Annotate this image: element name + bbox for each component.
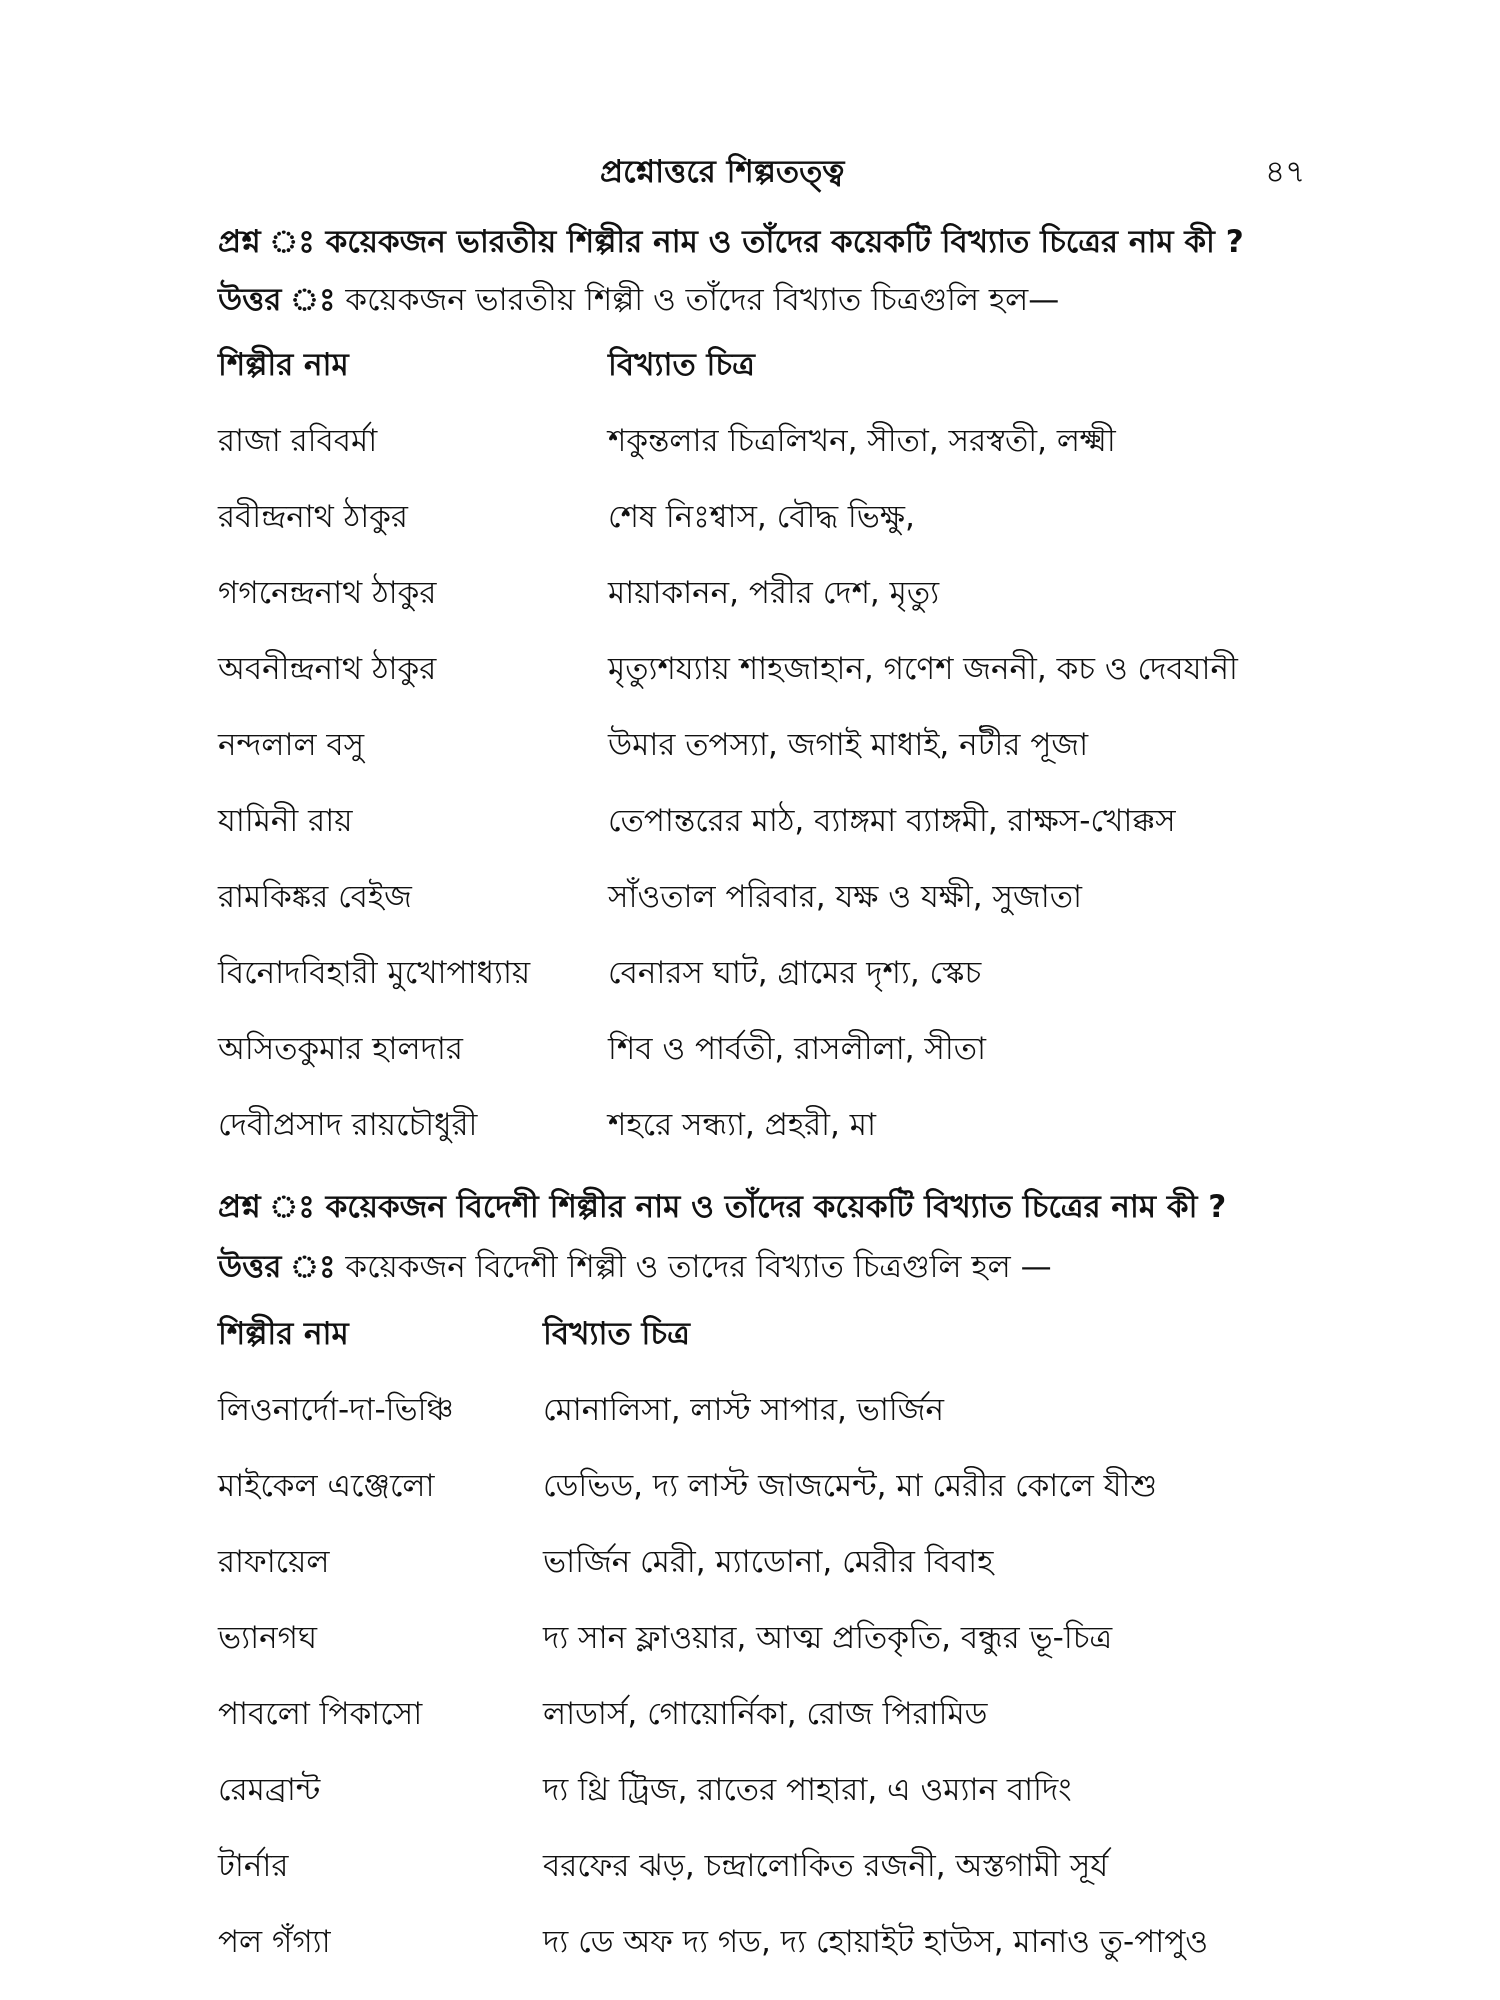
table-row (218, 877, 1338, 953)
artist-name: মাইকেল এঞ্জেলো (218, 1468, 435, 1504)
question-2-text: কয়েকজন বিদেশী শিল্পীর নাম ও তাঁদের কয়েকটি বিখ্যাত চিত্রের নাম কী ? (325, 1189, 1227, 1225)
table-row (218, 953, 1338, 1029)
table-row (218, 1466, 1338, 1542)
table-header-row (218, 1314, 1338, 1390)
famous-works: দ্য ডে অফ দ্য গড, দ্য হোয়াইট হাউস, মানাও তু-পাপুও (543, 1924, 1209, 1960)
table-row (218, 1922, 1338, 1998)
question-2 (218, 1183, 1226, 1235)
foreign-artists-table (218, 1314, 1338, 1998)
artist-name: বিনোদবিহারী মুখোপাধ্যায় (218, 955, 531, 991)
table-row (218, 1770, 1338, 1846)
artist-name: দেবীপ্রসাদ রায়চৌধুরী (218, 1107, 478, 1143)
page-number: ৪৭ (1265, 154, 1306, 190)
table-row (218, 1029, 1338, 1105)
famous-works: দ্য সান ফ্লাওয়ার, আত্ম প্রতিকৃতি, বন্ধুর ভূ-চিত্র (543, 1620, 1113, 1656)
table-row (218, 1846, 1338, 1922)
question-2-label: প্রশ্ন ঃ (218, 1189, 315, 1225)
table-row (218, 725, 1338, 801)
famous-works: মৃত্যুশয্যায় শাহজাহান, গণেশ জননী, কচ ও দেবযানী (608, 651, 1238, 687)
artist-name: অসিতকুমার হালদার (218, 1031, 463, 1067)
famous-works: শকুন্তলার চিত্রলিখন, সীতা, সরস্বতী, লক্ষ্মী (608, 423, 1116, 459)
artist-name: রাজা রবিবর্মা (218, 423, 378, 459)
artist-name: ভ্যানগঘ (218, 1620, 318, 1656)
famous-works: বেনারস ঘাট, গ্রামের দৃশ্য, স্কেচ (608, 955, 982, 991)
artist-name: গগনেন্দ্রনাথ ঠাকুর (218, 575, 437, 611)
answer-1-label: উত্তর ঃ (218, 282, 336, 318)
answer-2-label: উত্তর ঃ (218, 1249, 336, 1285)
artist-name: অবনীন্দ্রনাথ ঠাকুর (218, 651, 437, 687)
artist-name: রেমব্রান্ট (218, 1772, 321, 1808)
answer-2 (218, 1243, 1052, 1295)
running-head (0, 148, 1500, 188)
table-row (218, 1390, 1338, 1466)
famous-works: সাঁওতাল পরিবার, যক্ষ ও যক্ষী, সুজাতা (608, 879, 1082, 915)
answer-2-text: কয়েকজন বিদেশী শিল্পী ও তাদের বিখ্যাত চিত্রগুলি হল — (345, 1249, 1052, 1285)
famous-works: শিব ও পার্বতী, রাসলীলা, সীতা (608, 1031, 986, 1067)
famous-works: দ্য থ্রি ট্রিজ, রাতের পাহারা, এ ওম্যান বাদিং (543, 1772, 1072, 1808)
table-row (218, 801, 1338, 877)
famous-works: তেপান্তরের মাঠ, ব্যাঙ্গমা ব্যাঙ্গমী, রাক্ষস-খোক্কস (608, 803, 1176, 839)
famous-works: মোনালিসা, লাস্ট সাপার, ভার্জিন (543, 1392, 944, 1428)
indian-artists-table (218, 345, 1338, 1181)
famous-works: ভার্জিন মেরী, ম্যাডোনা, মেরীর বিবাহ (543, 1544, 994, 1580)
column-header-artist: শিল্পীর নাম (218, 347, 349, 383)
question-1-text: কয়েকজন ভারতীয় শিল্পীর নাম ও তাঁদের কয়েকটি বিখ্যাত চিত্রের নাম কী ? (325, 224, 1244, 260)
artist-name: রামকিঙ্কর বেইজ (218, 879, 412, 915)
famous-works: শেষ নিঃশ্বাস, বৌদ্ধ ভিক্ষু, (608, 499, 915, 535)
artist-name: রাফায়েল (218, 1544, 330, 1580)
famous-works: লাডার্স, গোয়োর্নিকা, রোজ পিরামিড (543, 1696, 988, 1732)
artist-name: যামিনী রায় (218, 803, 353, 839)
column-header-works: বিখ্যাত চিত্র (608, 347, 755, 383)
artist-name: টার্নার (218, 1848, 289, 1884)
question-1 (218, 218, 1244, 270)
table-row (218, 573, 1338, 649)
running-title: প্রশ্নোত্তরে শিল্পতত্ত্ব (600, 154, 845, 190)
table-row (218, 1105, 1338, 1181)
answer-1-text: কয়েকজন ভারতীয় শিল্পী ও তাঁদের বিখ্যাত চিত্রগুলি হল— (345, 282, 1060, 318)
table-row (218, 1618, 1338, 1694)
artist-name: পল গঁগ্যা (218, 1924, 331, 1960)
column-header-artist: শিল্পীর নাম (218, 1316, 349, 1352)
table-row (218, 1694, 1338, 1770)
famous-works: শহরে সন্ধ্যা, প্রহরী, মা (608, 1107, 876, 1143)
answer-1 (218, 276, 1059, 328)
table-row (218, 421, 1338, 497)
famous-works: বরফের ঝড়, চন্দ্রালোকিত রজনী, অস্তগামী সূর্য (543, 1848, 1109, 1884)
table-row (218, 497, 1338, 573)
table-row (218, 649, 1338, 725)
column-header-works: বিখ্যাত চিত্র (543, 1316, 690, 1352)
famous-works: মায়াকানন, পরীর দেশ, মৃত্যু (608, 575, 940, 611)
artist-name: রবীন্দ্রনাথ ঠাকুর (218, 499, 408, 535)
question-1-label: প্রশ্ন ঃ (218, 224, 315, 260)
table-header-row (218, 345, 1338, 421)
table-row (218, 1542, 1338, 1618)
famous-works: ডেভিড, দ্য লাস্ট জাজমেন্ট, মা মেরীর কোলে যীশু (543, 1468, 1158, 1504)
artist-name: পাবলো পিকাসো (218, 1696, 423, 1732)
artist-name: নন্দলাল বসু (218, 727, 365, 763)
famous-works: উমার তপস্যা, জগাই মাধাই, নটীর পূজা (608, 727, 1089, 763)
artist-name: লিওনার্দো-দা-ভিঞ্চি (218, 1392, 454, 1428)
